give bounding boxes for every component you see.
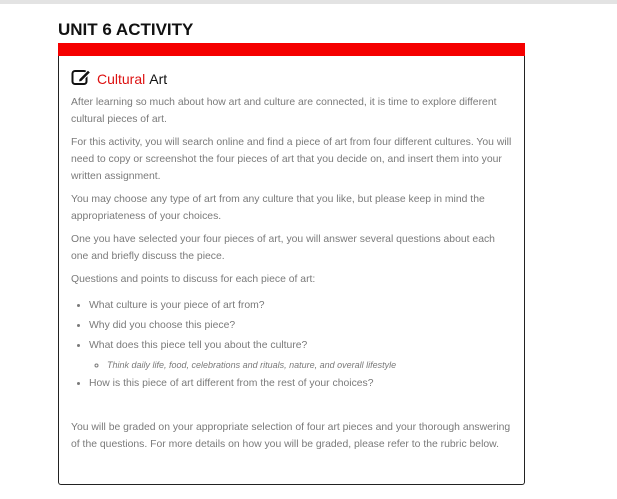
paragraph: For this activity, you will search online and find a piece of art from four different cultures. You will need to copy or screenshot the four pieces of art that you decide on, and insert them into your written assignment. [71, 137, 512, 182]
activity-card [58, 43, 525, 485]
sub-list-item: ◦ Think daily life, food, celebrations and rituals, nature, and overall lifestyle [107, 356, 512, 374]
list-item-text: What does this piece tell you about the culture? [89, 340, 308, 351]
paragraph: One you have selected your four pieces of art, you will answer several questions about each one and briefly discuss the piece. [71, 234, 495, 262]
list-item: • Why did you choose this piece? [89, 316, 512, 336]
card-heading [71, 68, 512, 89]
top-bar [0, 0, 617, 4]
paragraph: Questions and points to discuss for each piece of art: [71, 274, 316, 285]
question-list [71, 296, 512, 394]
paragraph: After learning so much about how art and culture are connected, it is time to explore different cultural pieces of art. [71, 97, 497, 125]
list-item: • What culture is your piece of art from? [89, 296, 512, 316]
list-item [89, 336, 512, 374]
heading-accent-word: Cultural [97, 70, 146, 87]
grading-paragraph: You will be graded on your appropriate selection of four art pieces and your thorough answering of the questions. For more details on how you will be graded, please refer to the rubric below. [71, 422, 511, 450]
card-accent-band [58, 43, 525, 56]
list-item: • How is this piece of art different from the rest of your choices? [89, 374, 512, 394]
edit-icon [71, 68, 93, 89]
heading-word: Art [149, 70, 168, 87]
page-title: UNIT 6 ACTIVITY [58, 20, 194, 39]
paragraph: You may choose any type of art from any culture that you like, but please keep in mind the appropriateness of your choices. [71, 194, 485, 222]
